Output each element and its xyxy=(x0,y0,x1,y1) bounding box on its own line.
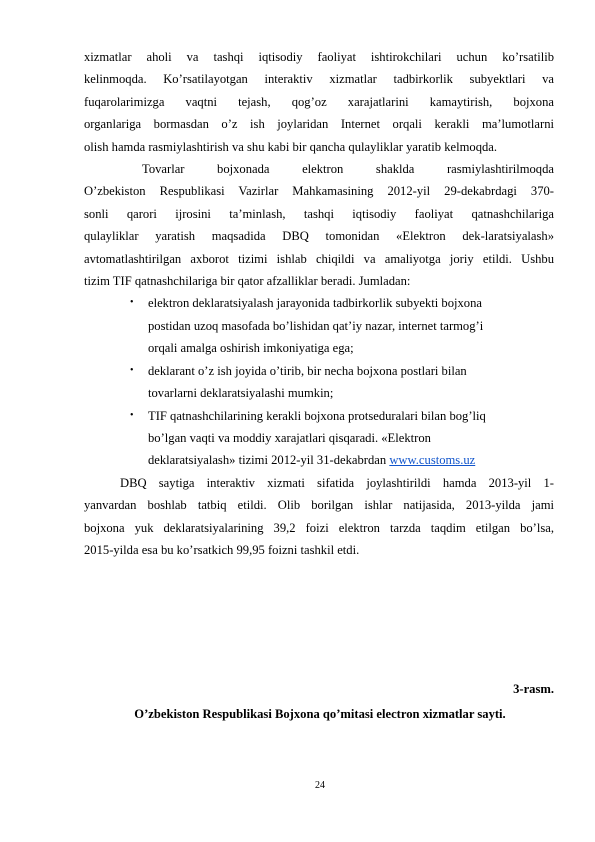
customs-website-link[interactable]: www.customs.uz xyxy=(389,453,476,468)
text-line: sonli qarori ijrosini ta’minlash, tashqi iqtisodiy faoliyat qatnashchilariga xyxy=(84,206,554,221)
advantages-list xyxy=(128,292,528,471)
list-item-text: bo’lgan vaqti va moddiy xarajatlari qisqaradi. «Elektron xyxy=(148,430,431,445)
list-item-text-with-link xyxy=(148,449,528,471)
list-item-text: orqali amalga oshirish imkoniyatiga ega; xyxy=(148,341,354,356)
text-line: DBQ saytiga interaktiv xizmati sifatida joylashtirildi hamda 2013-yil 1- xyxy=(120,475,554,490)
text-line: 2015-yilda esa bu ko’rsatkich 99,95 foizni tashkil etdi. xyxy=(84,542,360,557)
list-item xyxy=(128,360,528,405)
figure-number: 3-rasm. xyxy=(513,682,554,696)
text-line: olish hamda rasmiylashtirish va shu kabi bir qancha qulayliklar yaratib kelmoqda. xyxy=(84,139,498,154)
page-number: 24 xyxy=(315,780,325,791)
text-line: yanvardan boshlab tatbiq etildi. Olib borilgan ishlar natijasida, 2013-yilda jami xyxy=(84,498,554,513)
list-item-text: TIF qatnashchilarining kerakli bojxona protseduralari bilan bog’liq xyxy=(148,408,486,423)
text-line: xizmatlar aholi va tashqi iqtisodiy faoliyat ishtirokchilari uchun ko’rsatilib xyxy=(84,50,554,64)
paragraph-electronic-declaration xyxy=(84,158,554,292)
list-item-text: deklaratsiyalash» tizimi 2012-yil 31-dekabrdan xyxy=(148,453,390,468)
text-line: O’zbekiston Respublikasi Vazirlar Mahkamasining 2012-yil 29-dekabrdagi 370- xyxy=(84,184,554,199)
list-item xyxy=(128,405,528,472)
text-line: tizim TIF qatnashchilariga bir qator afzalliklar beradi. Jumladan: xyxy=(84,274,411,289)
list-item-text: elektron deklaratsiyalash jarayonida tadbirkorlik subyekti bojxona xyxy=(148,296,482,311)
document-body xyxy=(84,46,554,561)
bullet-icon: • xyxy=(130,297,134,309)
list-item-text: postidan uzoq masofada bo’lishidan qat’iy nazar, internet tarmog’i xyxy=(148,318,484,333)
list-item-text: deklarant o’z ish joyida o’tirib, bir necha bojxona postlari bilan xyxy=(148,363,467,378)
text-line: avtomatlashtirilgan axborot tizimi ishlab chiqildi va amaliyotga joriy etildi. Ushbu xyxy=(84,251,554,266)
bullet-icon: • xyxy=(130,409,134,421)
bullet-icon: • xyxy=(130,364,134,376)
text-line: kelinmoqda. Ko’rsatilayotgan interaktiv xizmatlar tadbirkorlik subyektlari va xyxy=(84,72,554,87)
figure-caption: O’zbekiston Respublikasi Bojxona qo’mitasi electron xizmatlar sayti. xyxy=(134,707,506,721)
text-line: qulayliklar yaratish maqsadida DBQ tomonidan «Elektron dek-laratsiyalash» xyxy=(84,229,554,244)
list-item-text: tovarlarni deklaratsiyalashi mumkin; xyxy=(148,386,334,401)
text-line: organlariga bormasdan o’z ish joylaridan Internet orqali kerakli ma’lumotlarni xyxy=(84,117,554,132)
text-line: Tovarlar bojxonada elektron shaklda rasmiylashtirilmoqda xyxy=(142,162,554,177)
text-line: fuqarolarimizga vaqtni tejash, qog’oz xarajatlarini kamaytirish, bojxona xyxy=(84,94,554,109)
paragraph-statistics xyxy=(84,472,554,562)
text-line: bojxona yuk deklaratsiyalarining 39,2 foizi elektron tarzda taqdim etilgan bo’lsa, xyxy=(84,520,554,535)
list-item xyxy=(128,292,528,359)
paragraph-services xyxy=(84,46,554,158)
